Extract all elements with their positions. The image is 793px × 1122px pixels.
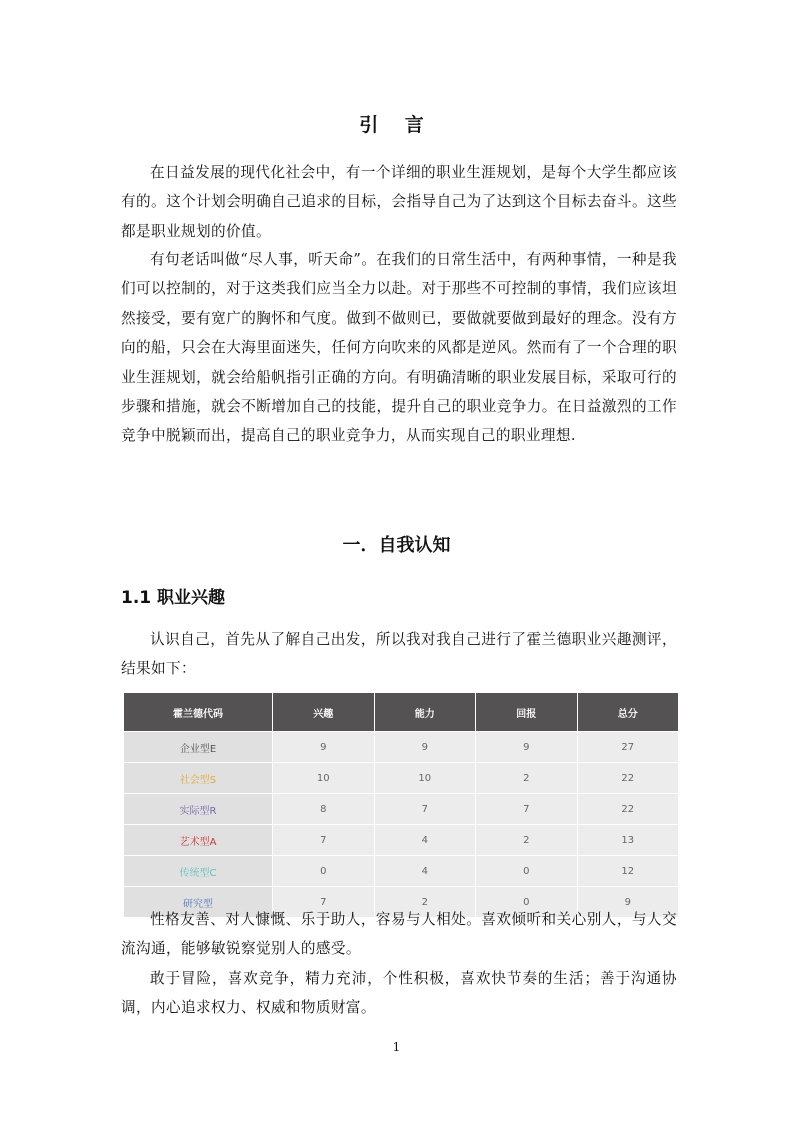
cell-value: 4 — [374, 856, 476, 887]
cell-value: 7 — [273, 887, 375, 918]
cell-value: 9 — [577, 887, 679, 918]
personality-paragraph-2: 敢于冒险，喜欢竞争，精力充沛，个性积极，喜欢快节奏的生活；善于沟通协调，内心追求权力、权威和物质财富。 — [121, 970, 677, 1017]
table-row — [124, 825, 679, 856]
page-number: 1 — [392, 1040, 401, 1054]
row-label: 企业型E — [124, 732, 273, 763]
row-label: 社会型S — [124, 763, 273, 794]
subsection-title: 1.1 职业兴趣 — [121, 588, 226, 608]
cell-value: 7 — [273, 825, 375, 856]
header-code: 霍兰德代码 — [124, 693, 273, 732]
header-total: 总分 — [577, 693, 679, 732]
cell-value: 10 — [374, 763, 476, 794]
row-label: 艺术型A — [124, 825, 273, 856]
cell-value: 2 — [476, 763, 578, 794]
cell-value: 13 — [577, 825, 679, 856]
cell-value: 0 — [476, 856, 578, 887]
intro-paragraph-2: 有句老话叫做“尽人事，听天命”。在我们的日常生活中，有两种事情，一种是我们可以控制的，对于这类我们应当全力以赴。对于那些不可控制的事情，我们应该坦然接受，要有宽广的胸怀和气度。做到不做则已，要做就要做到最好的理念。没有方向的船，只会在大海里面迷失，任何方向吹来的风都是逆风。然而有了一个合理的职业生涯规划，就会给船帆指引正确的方向。有明确清晰的职业发展目标，采取可行的步骤和措施，就会不断增加自己的技能，提升自己的职业竞争力。在日益激烈的工作竞争中脱颖而出，提高自己的职业竞争力，从而实现自己的职业理想. — [121, 251, 677, 445]
table-row — [124, 732, 679, 763]
table-row — [124, 763, 679, 794]
cell-value: 0 — [273, 856, 375, 887]
cell-value: 7 — [476, 794, 578, 825]
cell-value: 9 — [476, 732, 578, 763]
cell-value: 12 — [577, 856, 679, 887]
cell-value: 9 — [374, 732, 476, 763]
cell-value: 2 — [476, 825, 578, 856]
header-interest: 兴趣 — [273, 693, 375, 732]
row-label: 研究型 — [124, 887, 273, 918]
table-row — [124, 794, 679, 825]
cell-value: 8 — [273, 794, 375, 825]
section-title: 一．自我认知 — [342, 535, 451, 556]
cell-value: 0 — [476, 887, 578, 918]
cell-value: 22 — [577, 763, 679, 794]
section-intro-paragraph: 认识自己，首先从了解自己出发，所以我对我自己进行了霍兰德职业兴趣测评，结果如下： — [121, 631, 677, 678]
cell-value: 4 — [374, 825, 476, 856]
cell-value: 9 — [273, 732, 375, 763]
cell-value: 27 — [577, 732, 679, 763]
header-ability: 能力 — [374, 693, 476, 732]
row-label: 实际型R — [124, 794, 273, 825]
intro-paragraph-1: 在日益发展的现代化社会中，有一个详细的职业生涯规划，是每个大学生都应该有的。这个计划会明确自己追求的目标，会指导自己为了达到这个目标去奋斗。这些都是职业规划的价值。 — [121, 164, 677, 240]
intro-title: 引 言 — [359, 114, 434, 136]
personality-paragraph-1: 性格友善、对人慷慨、乐于助人，容易与人相处。喜欢倾听和关心别人，与人交流沟通，能够敏锐察觉别人的感受。 — [121, 911, 677, 958]
header-reward: 回报 — [476, 693, 578, 732]
cell-value: 10 — [273, 763, 375, 794]
row-label: 传统型C — [124, 856, 273, 887]
cell-value: 7 — [374, 794, 476, 825]
cell-value: 22 — [577, 794, 679, 825]
holland-score-table — [123, 692, 679, 918]
cell-value: 2 — [374, 887, 476, 918]
table-row — [124, 856, 679, 887]
table-header-row — [124, 693, 679, 732]
